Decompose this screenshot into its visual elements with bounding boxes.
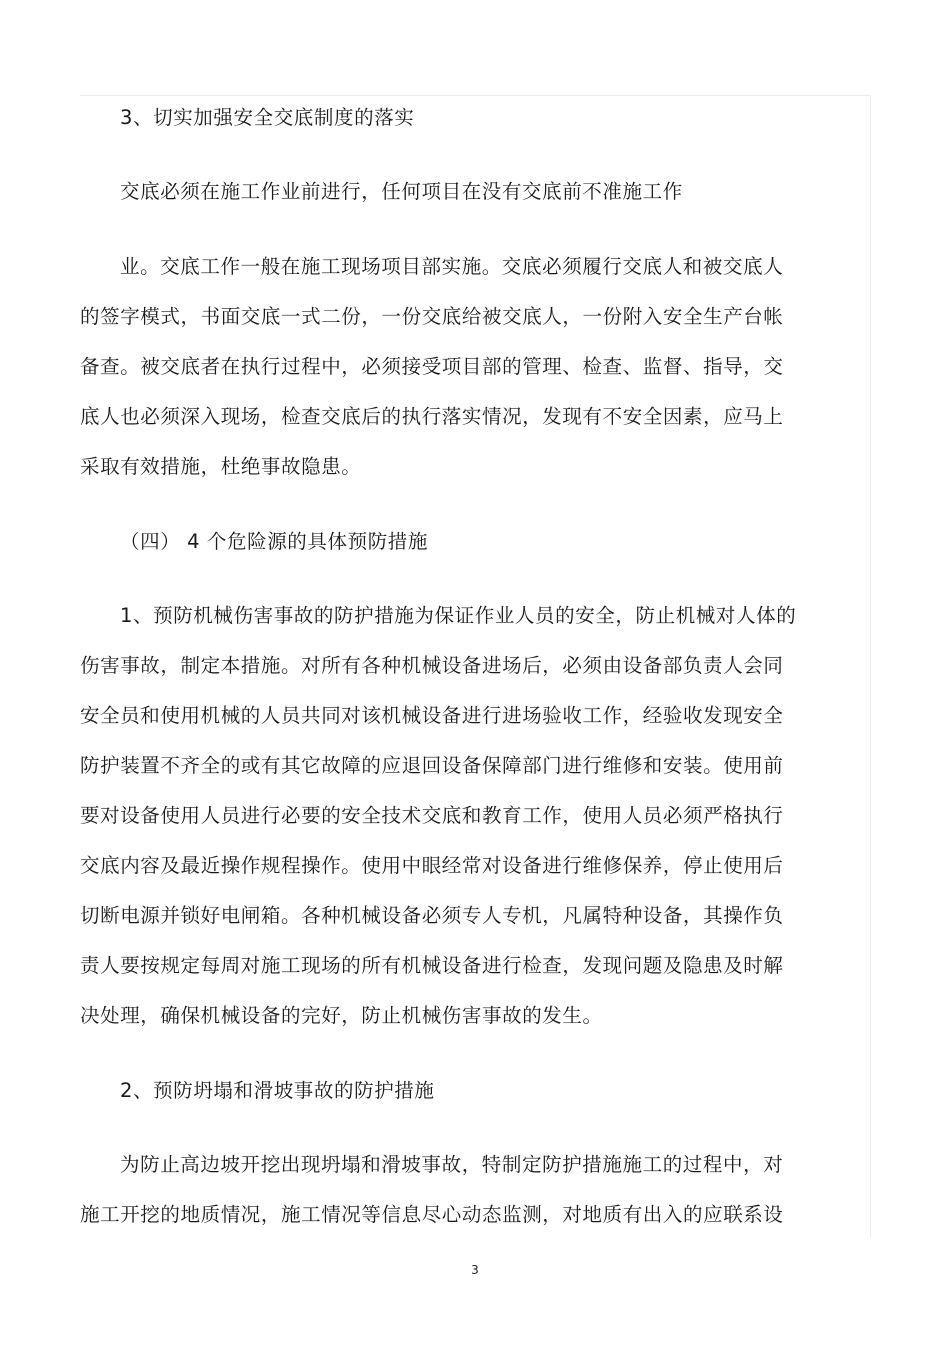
heading-2-collapse-prevention: 2、预防坍塌和滑坡事故的防护措施 [120,1079,435,1102]
paragraph-line: 切断电源并锁好电闸箱。各种机械设备必须专人专机，凡属特种设备，其操作负 [80,904,784,927]
paragraph-line: 要对设备使用人员进行必要的安全技术交底和教育工作，使用人员必须严格执行 [80,804,784,827]
paragraph-line: 交底必须在施工作业前进行，任何项目在没有交底前不准施工作 [120,180,683,203]
paragraph-line: 责人要按规定每周对施工现场的所有机械设备进行检查，发现问题及隐患及时解 [80,954,784,977]
paragraph-line: 伤害事故，制定本措施。对所有各种机械设备进场后，必须由设备部负责人会同 [80,654,784,677]
paragraph-line: 防护装置不齐全的或有其它故障的应退回设备保障部门进行维修和安装。使用前 [80,754,784,777]
paragraph-line: 施工开挖的地质情况，施工情况等信息尽心动态监测，对地质有出入的应联系设 [80,1203,784,1226]
paragraph-line: 安全员和使用机械的人员共同对该机械设备进行进场验收工作，经验收发现安全 [80,704,784,727]
paragraph-line: 的签字模式，书面交底一式二份，一份交底给被交底人，一份附入安全生产台帐 [80,305,784,328]
paragraph-line: 1、预防机械伤害事故的防护措施为保证作业人员的安全，防止机械对人体的 [120,604,797,627]
paragraph-line: 业。交底工作一般在施工现场项目部实施。交底必须履行交底人和被交底人 [120,255,784,278]
paragraph-line: 为防止高边坡开挖出现坍塌和滑坡事故，特制定防护措施施工的过程中，对 [120,1153,784,1176]
heading-3-safety-briefing: 3、切实加强安全交底制度的落实 [120,106,415,129]
paragraph-line: 采取有效措施，杜绝事故隐患。 [80,455,362,478]
page-number: 3 [471,1263,479,1277]
paragraph-line: 决处理，确保机械设备的完好，防止机械伤害事故的发生。 [80,1004,603,1027]
paragraph-line: 交底内容及最近操作规程操作。使用中眼经常对设备进行维修保养，停止使用后 [80,854,784,877]
section-heading-4: （四） 4 个危险源的具体预防措施 [120,530,429,553]
paragraph-line: 备查。被交底者在执行过程中，必须接受项目部的管理、检查、监督、指导，交 [80,355,784,378]
paragraph-line: 底人也必须深入现场，检查交底后的执行落实情况，发现有不安全因素，应马上 [80,405,784,428]
